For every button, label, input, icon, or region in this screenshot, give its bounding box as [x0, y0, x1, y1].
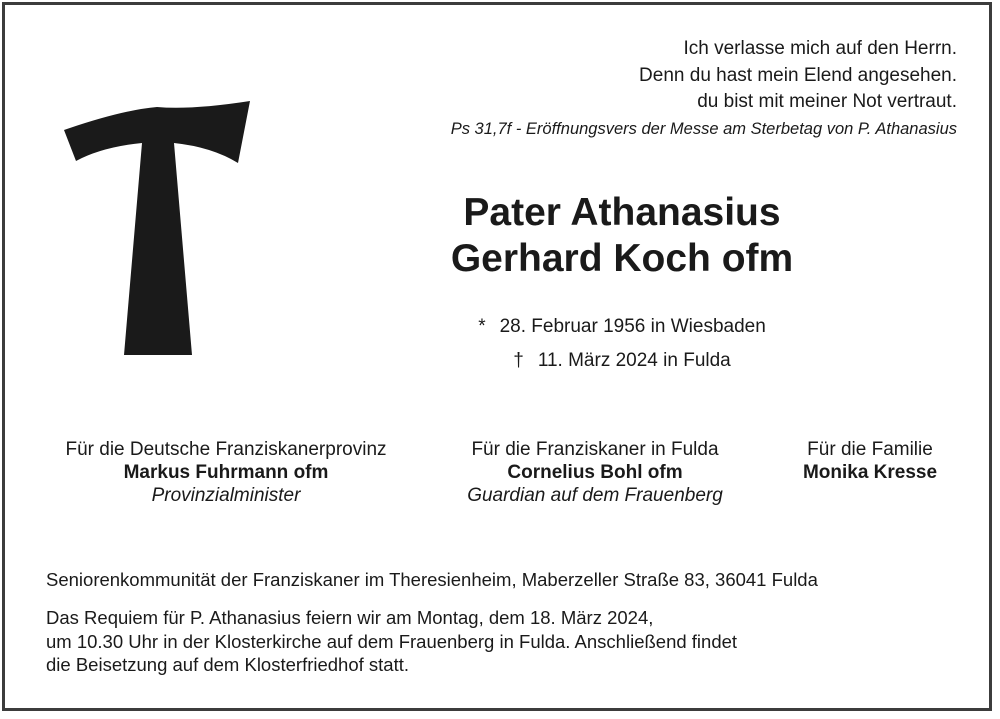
signatory-name: Cornelius Bohl ofm — [507, 462, 683, 483]
quote-line: du bist mit meiner Not vertraut. — [697, 91, 957, 112]
birth-line — [322, 316, 922, 338]
signatory-fulda — [440, 438, 750, 507]
signatory-province — [26, 438, 426, 507]
signatory-role: Für die Familie — [807, 439, 933, 460]
birth-date: 28. Februar 1956 in Wiesbaden — [499, 316, 766, 337]
quote-line: Ich verlasse mich auf den Herrn. — [683, 38, 957, 59]
signatory-title: Guardian auf dem Frauenberg — [467, 485, 723, 506]
signatory-name: Monika Kresse — [802, 462, 938, 483]
quote-source: Ps 31,7f - Eröffnungsvers der Messe am Sterbetag von P. Athanasius — [450, 120, 957, 138]
psalm-quote — [639, 36, 957, 116]
signatory-role: Für die Deutsche Franziskanerprovinz — [65, 439, 387, 460]
address-line: Seniorenkommunität der Franziskaner im Theresienheim, Maberzeller Straße 83, 36041 Fulda — [46, 569, 818, 590]
deceased-name-line1: Pater Athanasius — [463, 191, 781, 234]
death-cross-symbol: † — [513, 350, 524, 371]
signatory-family — [770, 438, 970, 484]
signatory-name: Markus Fuhrmann ofm — [123, 462, 329, 483]
birth-symbol: * — [478, 316, 486, 337]
deceased-name-line2: Gerhard Koch ofm — [450, 237, 794, 280]
requiem-notice: Das Requiem für P. Athanasius feiern wir am Montag, dem 18. März 2024, um 10.30 Uhr in der Klosterkirche auf dem Frauenberg in Fulda. Anschließend findet die Beisetzung auf dem Klosterfriedhof statt. — [46, 607, 738, 675]
signatory-role: Für die Franziskaner in Fulda — [471, 439, 719, 460]
quote-line: Denn du hast mein Elend angesehen. — [639, 64, 957, 86]
death-date: 11. März 2024 in Fulda — [537, 350, 731, 371]
death-line — [322, 350, 922, 372]
signatory-title: Provinzialminister — [151, 485, 301, 506]
tau-cross-icon — [62, 95, 252, 357]
